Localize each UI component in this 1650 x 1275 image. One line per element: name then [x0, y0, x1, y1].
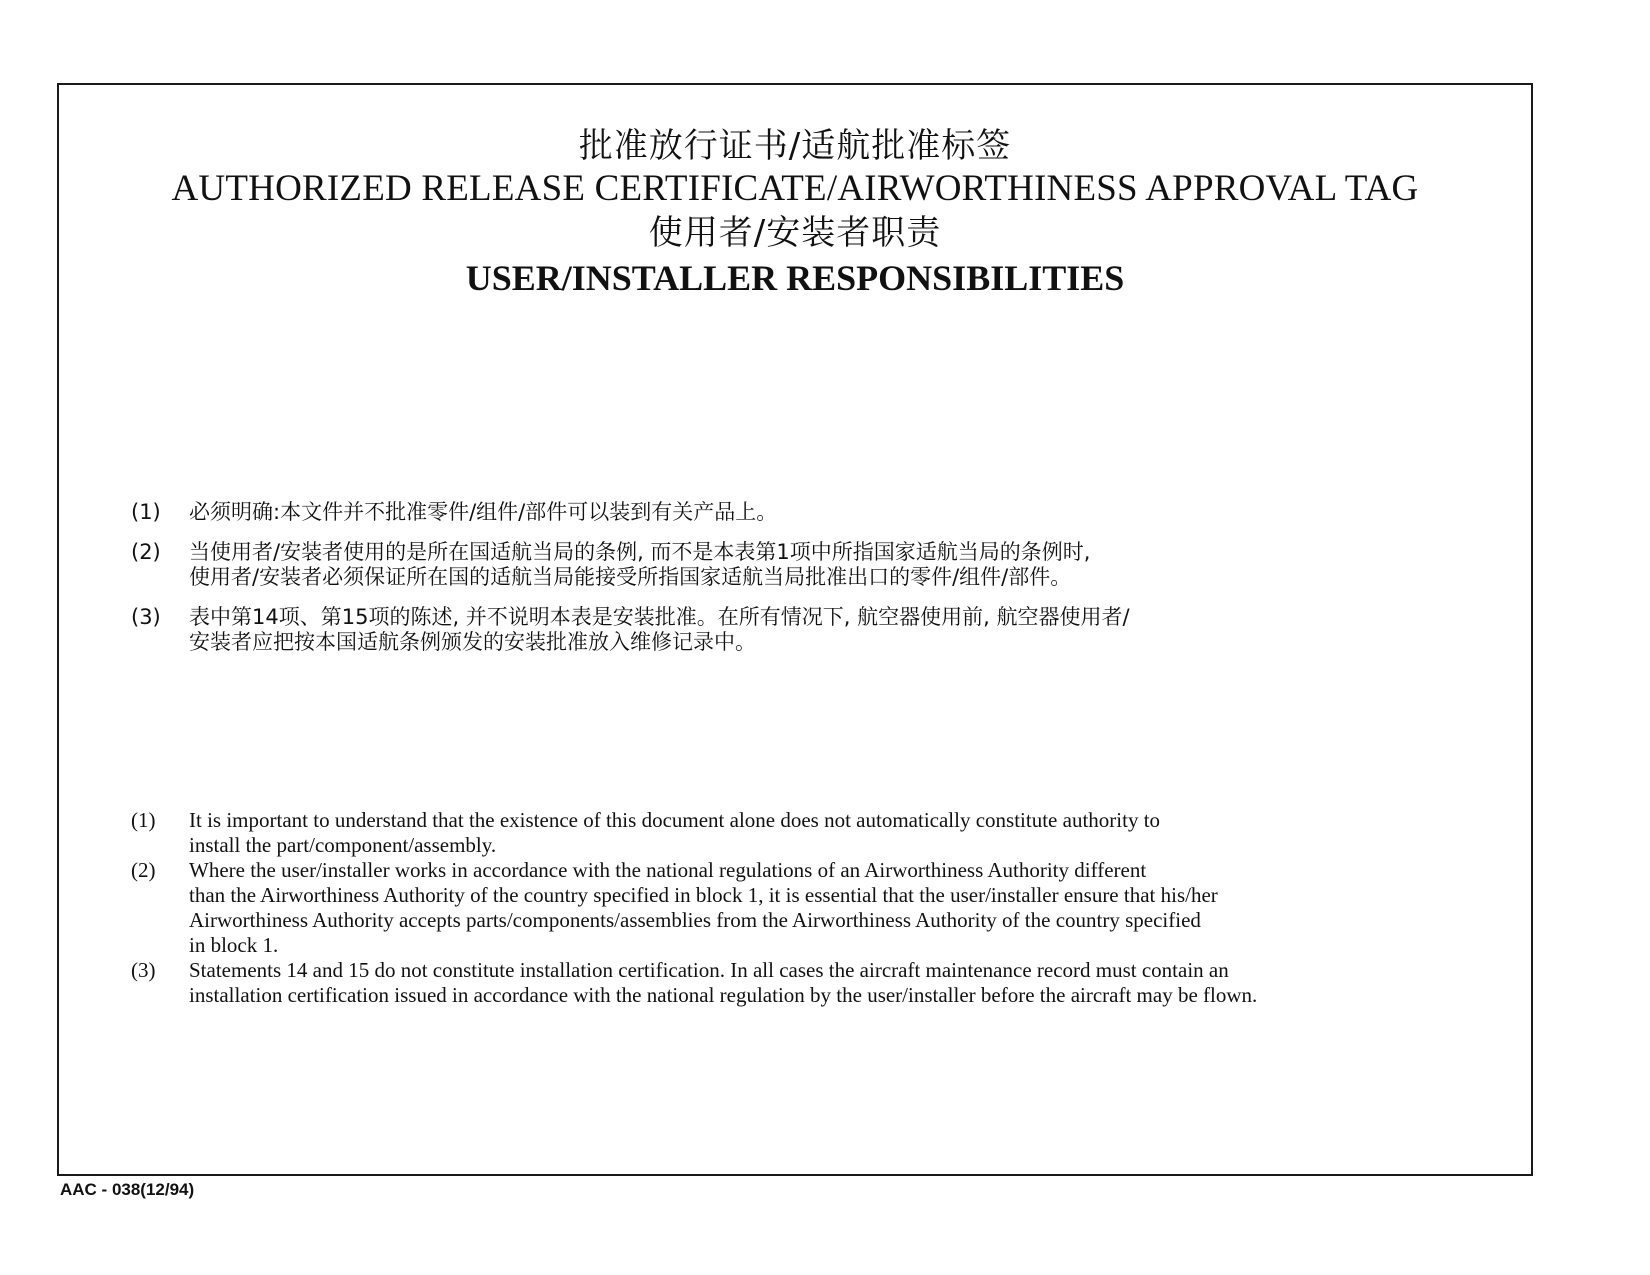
item-line: than the Airworthiness Authority of the country specified in block 1, it is essential that the user/installer ensure that his/her — [189, 883, 1218, 907]
item-line: Where the user/installer works in accordance with the national regulations of an Airworthiness Authority different — [189, 858, 1147, 882]
item-line: 安装者应把按本国适航条例颁发的安装批准放入维修记录中。 — [189, 630, 756, 654]
item-line: 当使用者/安装者使用的是所在国适航当局的条例, 而不是本表第1项中所指国家适航当局的条例时, — [189, 540, 1091, 564]
item-number: (3) — [131, 958, 156, 982]
item-text — [189, 958, 1491, 1008]
item-line: Airworthiness Authority accepts parts/components/assemblies from the Airworthiness Authority of the country specified — [189, 908, 1201, 932]
subtitle-chinese: 使用者/安装者职责 — [648, 213, 942, 253]
form-code: AAC - 038(12/94) — [60, 1180, 195, 1199]
document-frame — [57, 83, 1533, 1176]
item-number: (2) — [131, 540, 161, 564]
english-item-3 — [131, 958, 1491, 1008]
item-line: install the part/component/assembly. — [189, 833, 497, 857]
item-line: It is important to understand that the existence of this document alone does not automatically constitute authority to — [189, 808, 1161, 832]
item-number: (3) — [131, 605, 161, 629]
item-line: Statements 14 and 15 do not constitute installation certification. In all cases the aircraft maintenance record must contain an — [189, 958, 1229, 982]
english-item-1 — [131, 808, 1491, 858]
chinese-item-1 — [131, 500, 1471, 525]
english-responsibilities-list — [131, 808, 1491, 1008]
item-line: installation certification issued in accordance with the national regulation by the user/installer before the aircraft may be flown. — [189, 983, 1258, 1007]
item-line: 使用者/安装者必须保证所在国的适航当局能接受所指国家适航当局批准出口的零件/组件/部件。 — [189, 565, 1072, 589]
item-line: 表中第14项、第15项的陈述, 并不说明本表是安装批准。在所有情况下, 航空器使用前, 航空器使用者/ — [189, 605, 1130, 629]
item-text — [189, 605, 1471, 655]
item-text — [189, 500, 1471, 525]
chinese-responsibilities-list — [131, 500, 1471, 670]
item-text — [189, 808, 1491, 858]
chinese-item-2 — [131, 540, 1471, 590]
english-item-2 — [131, 858, 1491, 958]
subtitle-english: USER/INSTALLER RESPONSIBILITIES — [465, 258, 1125, 298]
item-text — [189, 540, 1471, 590]
item-line: in block 1. — [189, 933, 279, 957]
chinese-item-3 — [131, 605, 1471, 655]
item-text — [189, 858, 1491, 958]
title-chinese: 批准放行证书/适航批准标签 — [578, 126, 1012, 166]
title-block — [59, 125, 1531, 301]
item-number: (1) — [131, 808, 156, 832]
item-line: 必须明确:本文件并不批准零件/组件/部件可以装到有关产品上。 — [189, 500, 778, 524]
item-number: (1) — [131, 500, 161, 524]
item-number: (2) — [131, 858, 156, 882]
title-english: AUTHORIZED RELEASE CERTIFICATE/AIRWORTHINESS APPROVAL TAG — [171, 168, 1419, 209]
